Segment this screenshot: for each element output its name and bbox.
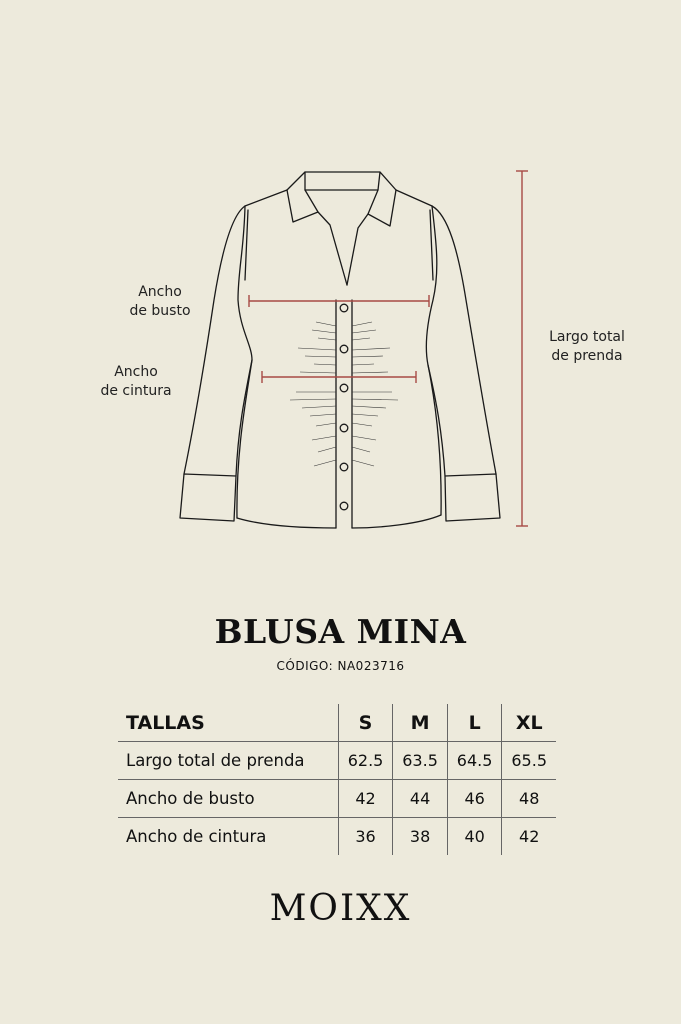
header-size-xl: XL (502, 704, 556, 742)
cell-value: 42 (338, 780, 393, 818)
cell-value: 64.5 (447, 742, 502, 780)
product-code: CÓDIGO: NA023716 (276, 659, 405, 673)
waist-measure-line (262, 371, 416, 383)
cell-value: 38 (393, 818, 448, 856)
header-size-s: S (338, 704, 393, 742)
total-length-label: Largo total de prenda (549, 329, 625, 364)
product-title: BLUSA MINA (214, 612, 467, 651)
cell-value: 44 (393, 780, 448, 818)
row-label: Ancho de busto (118, 780, 338, 818)
length-measure-line (516, 171, 528, 526)
table-row (118, 818, 556, 856)
row-label: Largo total de prenda (118, 742, 338, 780)
header-size-m: M (393, 704, 448, 742)
brand-logo: MOIXX (269, 888, 412, 929)
table-row (118, 780, 556, 818)
header-sizes: TALLAS (118, 704, 338, 742)
cell-value: 40 (447, 818, 502, 856)
bust-measure-line (249, 295, 429, 307)
cell-value: 36 (338, 818, 393, 856)
row-label: Ancho de cintura (126, 827, 267, 846)
waist-width-label: Ancho de cintura (100, 364, 172, 399)
header-size-l: L (447, 704, 502, 742)
cell-value: 63.5 (393, 742, 448, 780)
cell-value: 62.5 (338, 742, 393, 780)
cell-value: 42 (502, 818, 556, 856)
cell-value: 48 (502, 780, 556, 818)
size-table-header (118, 704, 556, 742)
table-row (118, 742, 556, 780)
size-table (118, 704, 556, 855)
cell-value: 46 (447, 780, 502, 818)
gather-lines (290, 322, 398, 466)
cell-value: 65.5 (502, 742, 556, 780)
buttons (340, 304, 348, 510)
bust-width-label: Ancho de busto (129, 284, 191, 319)
